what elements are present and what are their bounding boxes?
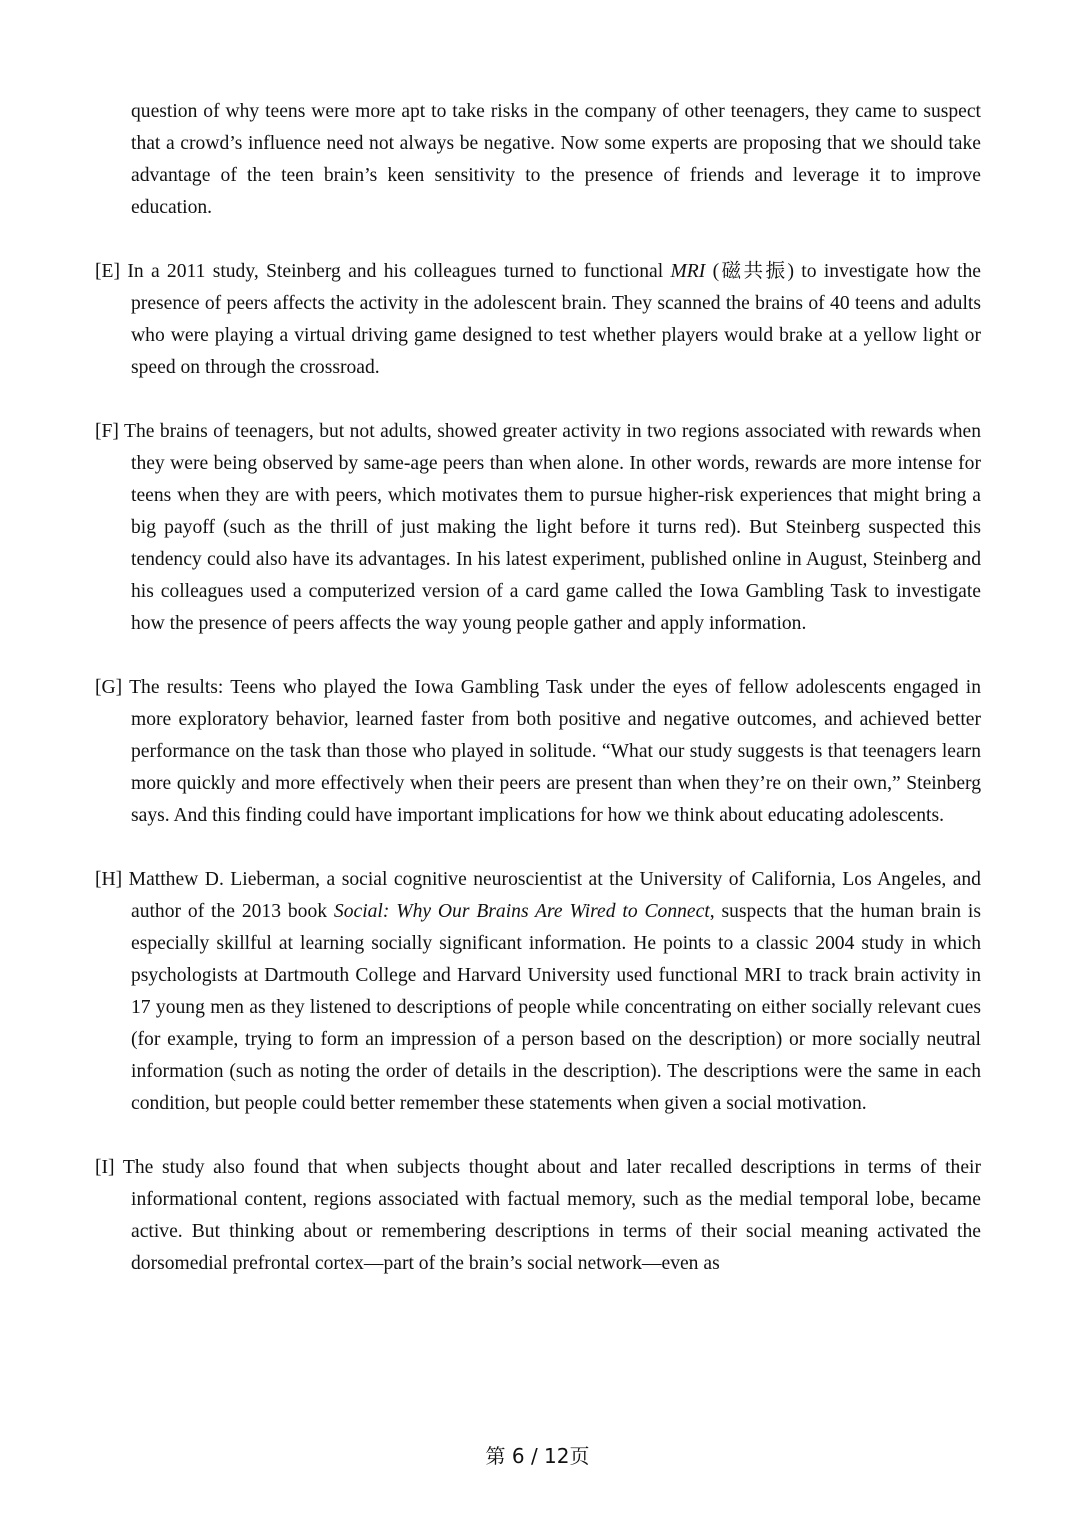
paragraph-label: [G] <box>95 677 123 698</box>
paragraph-h <box>95 864 981 1120</box>
paragraph-f <box>95 416 981 640</box>
paragraph-text: The study also found that when subjects thought about and later recalled descriptions in terms of their informational content, regions associated with factual memory, such as the medial temporal lobe, became active. But thinking about or remembering descriptions in terms of their social meaning activated the dorsomedial prefrontal cortex—part of the brain’s social network—even as <box>122 1157 982 1274</box>
paragraph-i <box>95 1152 981 1280</box>
page-number: 第 6 / 12页 <box>485 1444 590 1468</box>
mri-term: MRI <box>670 261 706 282</box>
paragraph-label: [F] <box>95 421 119 442</box>
paragraph-d-continued <box>95 96 981 224</box>
paragraph-label: [I] <box>95 1157 115 1178</box>
paragraph-label: [H] <box>95 869 123 890</box>
paragraph-text: (磁共振) to investigate how the presence of peers affects the activity in the adolescent brain. They scanned the brains of 40 teens and adults who were playing a virtual driving game designed to test whether players would brake at a yellow light or speed on through the crossroad. <box>131 261 981 378</box>
article-body <box>95 96 981 1312</box>
paragraph-text: , suspects that the human brain is especially skillful at learning socially significant information. He points to a classic 2004 study in which psychologists at Dartmouth College and Harvard University used functional MRI to track brain activity in 17 young men as they listened to descriptions of people while concentrating on either socially relevant cues (for example, trying to form an impression of a person based on the description) or more socially neutral information (such as noting the order of details in the description). The descriptions were the same in each condition, but people could better remember these statements when given a social motivation. <box>131 901 981 1114</box>
book-title: Social: Why Our Brains Are Wired to Connect <box>333 901 710 922</box>
paragraph-text: Matthew D. Lieberman, a social cognitive neuroscientist at the University of California, Los Angeles, and author of the 2013 book <box>128 869 981 922</box>
paragraph-e <box>95 256 981 384</box>
paragraph-text: The results: Teens who played the Iowa Gambling Task under the eyes of fellow adolescents engaged in more exploratory behavior, learned faster from both positive and negative outcomes, and achieved better performance on the task than those who played in solitude. “What our study suggests is that teenagers learn more quickly and more effectively when their peers are present than when they’re on their own,” Steinberg says. And this finding could have important implications for how we think about educating adolescents. <box>129 677 982 826</box>
paragraph-g <box>95 672 981 832</box>
paragraph-label: [E] <box>95 261 121 282</box>
paragraph-text: In a 2011 study, Steinberg and his colleagues turned to functional <box>127 261 671 282</box>
paragraph-text: question of why teens were more apt to take risks in the company of other teenagers, they came to suspect that a crowd’s influence need not always be negative. Now some experts are proposing that we should take advantage of the teen brain’s keen sensitivity to the presence of friends and leverage it to improve education. <box>131 101 981 218</box>
paragraph-text: The brains of teenagers, but not adults, showed greater activity in two regions associated with rewards when they were being observed by same-age peers than when alone. In other words, rewards are more intense for teens when they are with peers, which motivates them to pursue higher-risk experiences that might bring a big payoff (such as the thrill of just making the light before it turns red). But Steinberg suspected this tendency could also have its advantages. In his latest experiment, published online in August, Steinberg and his colleagues used a computerized version of a card game called the Iowa Gambling Task to investigate how the presence of peers affects the way young people gather and apply information. <box>124 421 981 634</box>
